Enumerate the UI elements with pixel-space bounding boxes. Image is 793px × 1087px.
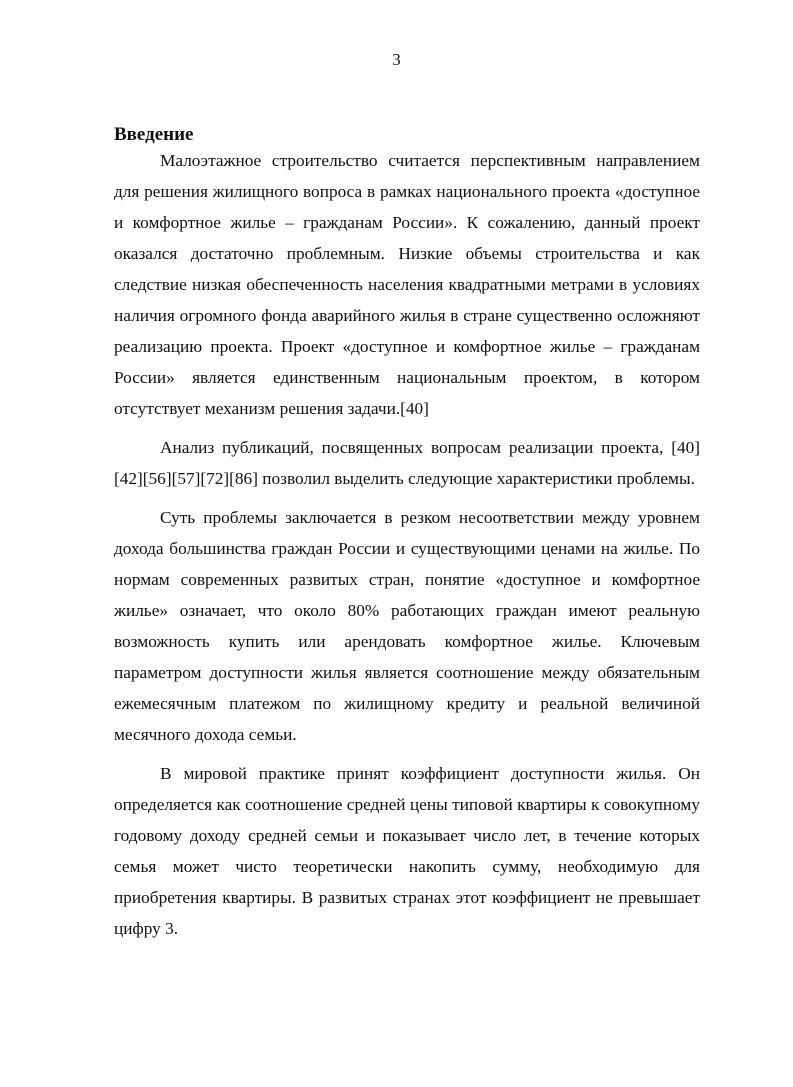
paragraph-4: В мировой практике принят коэффициент доступности жилья. Он определяется как соотношение средней цены типовой квартиры к совокупному годовому доходу средней семьи и показывает число лет, в течение которых семья может чисто теоретически накопить сумму, необходимую для приобретения квартиры. В развитых странах этот коэффициент не превышает цифру 3. [114, 764, 700, 938]
page-number: 3 [392, 50, 401, 69]
paragraph-1: Малоэтажное строительство считается перспективным направлением для решения жилищного вопроса в рамках национального проекта «доступное и комфортное жилье – гражданам России». К сожалению, данный проект оказался достаточно проблемным. Низкие объемы строительства и как следствие низкая обеспеченность населения квадратными метрами в условиях наличия огромного фонда аварийного жилья в стране существенно осложняют реализацию проекта. Проект «доступное и комфортное жилье – гражданам России» является единственным национальным проектом, в котором отсутствует механизм решения задачи.[40] [114, 151, 700, 418]
paragraph-2: Анализ публикаций, посвященных вопросам реализации проекта, [40][42][56][57][72][86] позволил выделить следующие характеристики проблемы. [114, 438, 700, 488]
paragraph-3: Суть проблемы заключается в резком несоответствии между уровнем дохода большинства граждан России и существующими ценами на жилье. По нормам современных развитых стран, понятие «доступное и комфортное жилье» означает, что около 80% работающих граждан имеют реальную возможность купить или арендовать комфортное жилье. Ключевым параметром доступности жилья является соотношение между обязательным ежемесячным платежом по жилищному кредиту и реальной величиной месячного дохода семьи. [114, 508, 700, 744]
body-text [114, 145, 700, 944]
section-heading: Введение [114, 124, 194, 145]
